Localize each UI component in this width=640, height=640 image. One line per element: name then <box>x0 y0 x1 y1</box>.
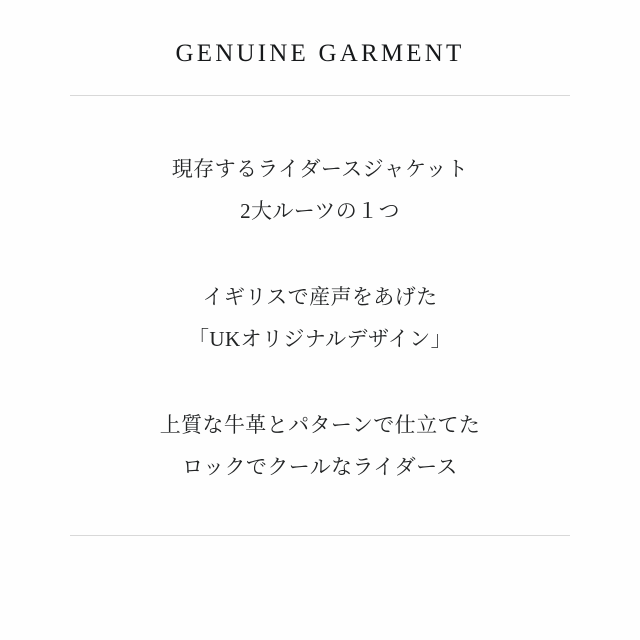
divider-top <box>70 95 570 96</box>
paragraph-1-line-1: 現存するライダースジャケット <box>171 157 469 181</box>
paragraph-1-line-2: 2大ルーツの１つ <box>240 199 400 223</box>
paragraph-2-line-1: イギリスで産声をあげた <box>202 285 438 309</box>
paragraph-1 <box>172 148 468 232</box>
page-title: GENUINE GARMENT <box>175 40 465 67</box>
paragraph-3 <box>160 404 481 488</box>
paragraph-2-line-2: 「UKオリジナルデザイン」 <box>187 327 452 351</box>
paragraph-3-line-1: 上質な牛革とパターンで仕立てた <box>159 413 481 437</box>
divider-bottom <box>70 535 570 536</box>
paragraph-2 <box>188 276 452 360</box>
body-copy <box>60 148 580 488</box>
paragraph-3-line-2: ロックでクールなライダース <box>182 455 458 479</box>
